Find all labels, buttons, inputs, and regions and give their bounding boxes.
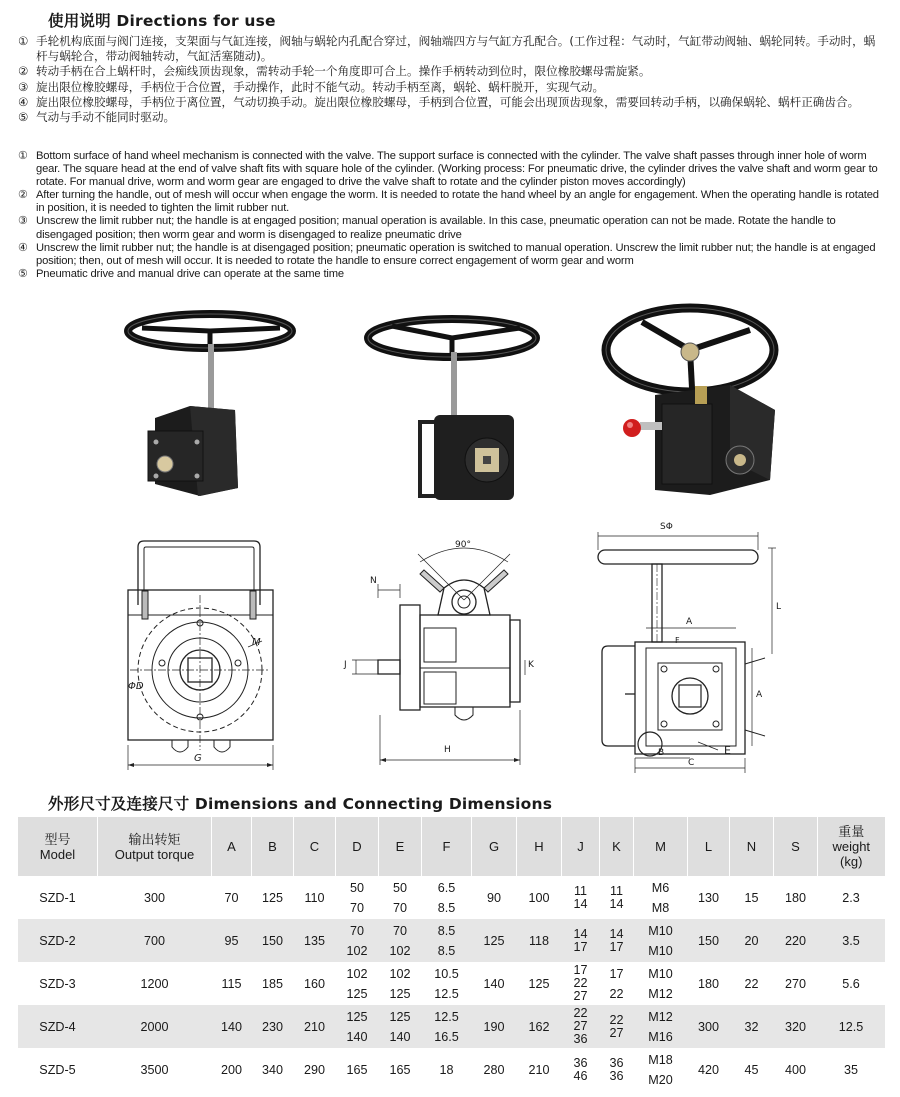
en-item-5: ⑤ Pneumatic drive and manual drive can operate at the same time [18, 267, 345, 280]
drawing-side-view [340, 540, 540, 775]
cell-d: 102 125 [346, 966, 368, 1001]
cell-j: 36 46 [573, 1055, 588, 1083]
cell-h: 125 [528, 976, 550, 991]
header-torque: 输出转矩 Output torque [98, 817, 212, 876]
cell-model: SZD-2 [18, 919, 98, 962]
header-c: C [294, 817, 336, 876]
cell-m: M6 M8 [651, 880, 670, 915]
table-row [18, 1048, 885, 1091]
cell-h: 118 [517, 919, 562, 962]
cell-g: 280 [483, 1062, 505, 1077]
cell-j: 14 17 [562, 919, 600, 962]
cell-m: M10 M10 [634, 919, 688, 962]
cell-e: 50 70 [392, 880, 407, 915]
cell-b: 185 [261, 976, 283, 991]
cell-g: 140 [483, 976, 505, 991]
side-label-h: H [444, 745, 451, 755]
side-label-n: N [370, 576, 377, 586]
header-d: D [336, 817, 379, 876]
cell-k: 22 27 [600, 1005, 634, 1048]
cell-model: SZD-3 [39, 976, 76, 991]
cell-j: 11 14 [573, 883, 588, 911]
header-model: 型号 Model [18, 817, 98, 876]
cell-c: 290 [303, 1062, 325, 1077]
cell-n: 22 [744, 976, 759, 991]
header-weight: 重量 weight (kg) [818, 817, 885, 876]
cell-b: 230 [252, 1005, 294, 1048]
cell-weight: 5.6 [842, 976, 860, 991]
top-label-c: C [688, 758, 695, 768]
zh-item-2: ② 转动手柄在合上蜗杆时，会痴线顶齿现象，需转动手轮一个角度即可合上。操作手柄转动到位时，限位橡胶螺母需旋紧。 [18, 64, 651, 79]
product-photo-angled [600, 300, 800, 510]
cell-l: 130 [697, 890, 719, 905]
front-label-od: ΦD [128, 681, 144, 692]
cell-c: 210 [294, 1005, 336, 1048]
cell-torque: 700 [98, 919, 212, 962]
directions-en [18, 150, 886, 281]
header-l: L [688, 817, 730, 876]
cell-weight: 35 [843, 1062, 858, 1077]
cell-c: 160 [303, 976, 325, 991]
cell-k: 17 22 [609, 966, 624, 1001]
cell-f: 18 [439, 1062, 454, 1077]
cell-b: 340 [261, 1062, 283, 1077]
cell-c: 135 [294, 919, 336, 962]
cell-e: 125 140 [379, 1005, 422, 1048]
cell-k: 36 36 [609, 1055, 624, 1083]
en-item-3: ③ Unscrew the limit rubber nut; the handle is at engaged position; manual operation is available. In this case, pneumatic operation can not be made. Rotate the handle to disengaged position; then worm gear and worm is disengaged to realize pneumatic drive [18, 215, 836, 241]
cell-m: M12 M16 [634, 1005, 688, 1048]
cell-n: 20 [730, 919, 774, 962]
header-h: H [517, 817, 562, 876]
en-item-4: ④ Unscrew the limit rubber nut; the handle is at disengaged position; pneumatic operation is switched to manual operation. Unscrew the limit rubber nut; the handle is at engaged position; then, out of mesh will occur. It is needed to rotate the handle to ensure correct engagement of worm gear and worm [18, 241, 876, 267]
table-row [18, 1005, 885, 1048]
cell-c: 110 [304, 890, 325, 905]
header-m: M [634, 817, 688, 876]
en-item-1: ① Bottom surface of hand wheel mechanism is connected with the valve. The support surface is connected with the cylinder. The valve shaft passes through inner hole of worm gear. The square head at the end of valve shaft fits with square hole of the cylinder. (Working process: For pneumatic drive, the cylinder drives the valve shaft and worm gear to rotate. For manual drive, worm and worm gear are engaged to drive the valve shaft to rotate and the cylinder piston moves accordingly) [18, 150, 878, 189]
top-label-l: L [776, 602, 782, 612]
cell-h: 210 [528, 1062, 550, 1077]
header-e: E [379, 817, 422, 876]
cell-weight: 2.3 [842, 890, 860, 905]
cell-e: 102 125 [389, 966, 411, 1001]
front-label-m: M [252, 637, 261, 648]
cell-a: 95 [212, 919, 252, 962]
top-view-lines [580, 518, 785, 780]
zh-item-1: ① 手轮机构底面与阀门连接，支架面与气缸连接，阀轴与蜗轮内孔配合穿过，阀轴端四方与气缸方孔配合。(工作过程：气动时，气缸带动阀轴、蜗轮同转。手动时，蜗杆与蜗轮合，带动阀轴转动，气缸活塞随动)。 [18, 34, 876, 64]
cell-a: 140 [212, 1005, 252, 1048]
cell-m: M18 M20 [648, 1052, 673, 1087]
cell-f: 12.5 16.5 [422, 1005, 472, 1048]
cell-g: 90 [486, 890, 501, 905]
cell-a: 115 [221, 976, 242, 991]
table-row [18, 962, 885, 1005]
cell-g: 125 [472, 919, 517, 962]
cell-d: 50 70 [349, 880, 364, 915]
cell-torque: 1200 [140, 976, 169, 991]
dimensions-table [17, 817, 885, 1091]
front-view-lines [120, 535, 290, 775]
cell-e: 165 [389, 1062, 411, 1077]
cell-s: 180 [784, 890, 806, 905]
cell-weight: 3.5 [818, 919, 885, 962]
side-label-j: J [344, 660, 347, 670]
cell-l: 300 [688, 1005, 730, 1048]
cell-n: 45 [744, 1062, 759, 1077]
front-label-g: G [194, 753, 202, 764]
product-photo-front [120, 306, 310, 506]
product-photo-side [362, 310, 562, 510]
table-row [18, 919, 885, 962]
cell-k: 11 14 [609, 883, 624, 911]
cell-f: 10.5 12.5 [434, 966, 459, 1001]
cell-torque: 2000 [98, 1005, 212, 1048]
en-item-2: ② After turning the handle, out of mesh will occur when engage the worm. It is needed to rotate the hand wheel by an angle for engagement. When the operating handle is rotated in position, it is needed to tighten the limit rubber nut. [18, 189, 879, 215]
cell-a: 200 [220, 1062, 242, 1077]
cell-d: 165 [346, 1062, 368, 1077]
header-s: S [774, 817, 818, 876]
cell-k: 14 17 [600, 919, 634, 962]
cell-torque: 3500 [140, 1062, 169, 1077]
cell-l: 180 [697, 976, 719, 991]
cell-j: 17 22 27 [573, 963, 588, 1003]
cell-b: 150 [252, 919, 294, 962]
table-header-row [18, 817, 885, 876]
cell-h: 100 [528, 890, 550, 905]
cell-f: 6.5 8.5 [437, 880, 456, 915]
header-b: B [252, 817, 294, 876]
cell-m: M10 M12 [648, 966, 673, 1001]
cell-g: 190 [472, 1005, 517, 1048]
cell-b: 125 [261, 890, 283, 905]
header-g: G [472, 817, 517, 876]
cell-a: 70 [224, 890, 239, 905]
cell-n: 15 [744, 890, 759, 905]
directions-zh [18, 34, 886, 125]
cell-d: 125 140 [336, 1005, 379, 1048]
top-label-f: F [675, 636, 680, 645]
cell-s: 220 [774, 919, 818, 962]
header-n: N [730, 817, 774, 876]
side-label-k: K [528, 660, 534, 670]
header-a: A [212, 817, 252, 876]
cell-model: SZD-5 [39, 1062, 76, 1077]
cell-l: 150 [688, 919, 730, 962]
zh-item-4: ④ 旋出限位橡胶螺母，手柄位于离位置，气动切换手动。旋出限位橡胶螺母，手柄到合位置，可能会出现顶齿现象，需要回转动手柄，以确保蜗轮、蜗杆正确齿合。 [18, 94, 860, 109]
cell-s: 320 [774, 1005, 818, 1048]
cell-model: SZD-4 [18, 1005, 98, 1048]
cell-j: 22 27 36 [562, 1005, 600, 1048]
cell-s: 270 [784, 976, 806, 991]
zh-item-5: ⑤ 气动与手动不能同时驱动。 [18, 110, 176, 125]
drawing-top-view [580, 518, 785, 780]
cell-l: 420 [697, 1062, 719, 1077]
zh-item-3: ③ 旋出限位橡胶螺母，手柄位于合位置，手动操作，此时不能气动。转动手柄至离，蜗轮、蜗杆脱开，实现气动。 [18, 79, 605, 94]
top-label-e: E [724, 744, 731, 757]
cell-n: 32 [730, 1005, 774, 1048]
drawing-front-view [120, 535, 290, 775]
top-label-a2: A [756, 690, 763, 700]
top-label-s: SΦ [660, 522, 673, 532]
top-label-b: B [658, 748, 665, 758]
table-row [18, 876, 885, 919]
cell-d: 70 102 [336, 919, 379, 962]
dimensions-title: 外形尺寸及连接尺寸 Dimensions and Connecting Dimensions [48, 795, 553, 813]
directions-title: 使用说明 Directions for use [48, 12, 276, 30]
header-j: J [562, 817, 600, 876]
side-label-angle: 90° [455, 540, 471, 550]
cell-e: 70 102 [379, 919, 422, 962]
header-k: K [600, 817, 634, 876]
header-f: F [422, 817, 472, 876]
cell-model: SZD-1 [39, 890, 76, 905]
cell-f: 8.5 8.5 [422, 919, 472, 962]
cell-s: 400 [784, 1062, 806, 1077]
top-label-a: A [686, 617, 693, 627]
cell-h: 162 [517, 1005, 562, 1048]
cell-torque: 300 [143, 890, 165, 905]
cell-weight: 12.5 [818, 1005, 885, 1048]
